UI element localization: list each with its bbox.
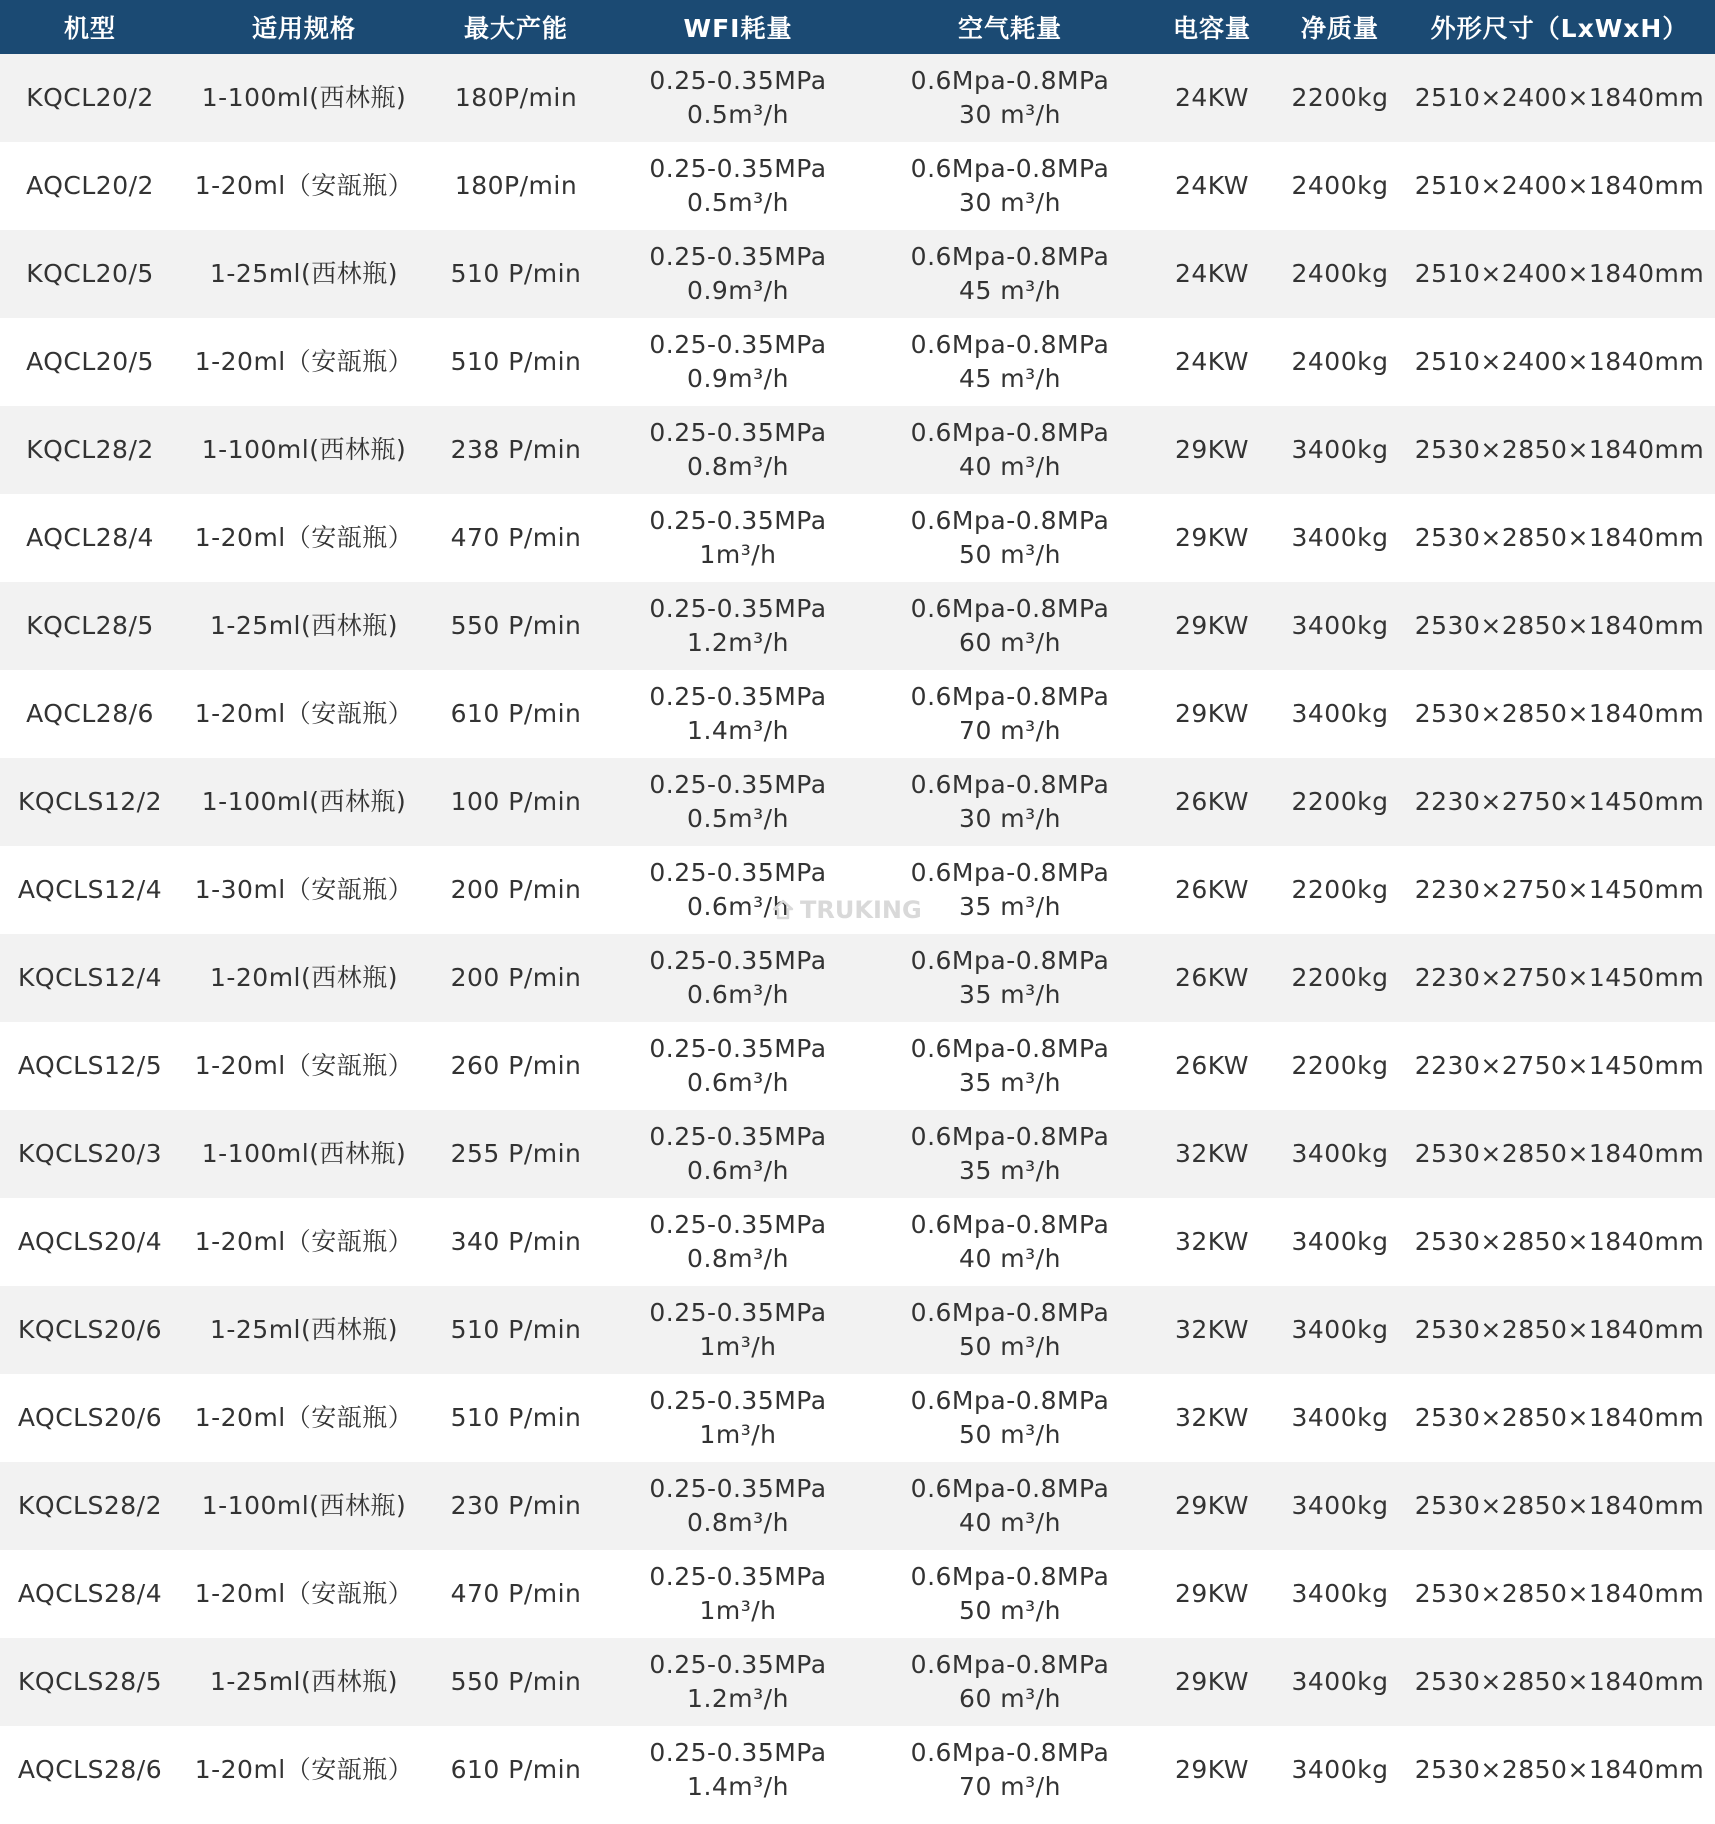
cell-air-flow: 45 m³/h bbox=[959, 364, 1061, 393]
cell-capacity: 100 P/min bbox=[450, 787, 582, 816]
cell-spec: 1-100ml(西林瓶) bbox=[201, 83, 407, 112]
cell-air-flow: 30 m³/h bbox=[959, 804, 1061, 833]
table-row bbox=[0, 406, 1715, 494]
table-row bbox=[0, 1374, 1715, 1462]
cell-spec: 1-20ml（安瓿瓶） bbox=[194, 347, 414, 376]
cell-dimensions: 2230×2750×1450mm bbox=[1414, 1051, 1705, 1080]
cell-spec: 1-100ml(西林瓶) bbox=[201, 787, 407, 816]
cell-air bbox=[872, 582, 1148, 670]
cell-air-pressure: 0.6Mpa-0.8MPa bbox=[910, 242, 1110, 271]
cell-weight: 3400kg bbox=[1291, 1227, 1389, 1256]
cell-weight: 2200kg bbox=[1291, 963, 1389, 992]
cell-spec: 1-20ml（安瓿瓶） bbox=[194, 171, 414, 200]
cell-wfi-flow: 0.8m³/h bbox=[687, 1508, 789, 1537]
cell-power: 29KW bbox=[1174, 699, 1250, 728]
cell-air bbox=[872, 1022, 1148, 1110]
cell-air-pressure: 0.6Mpa-0.8MPa bbox=[910, 858, 1110, 887]
cell-wfi-flow: 0.5m³/h bbox=[687, 100, 789, 129]
table-row bbox=[0, 1198, 1715, 1286]
table-row bbox=[0, 1110, 1715, 1198]
cell-capacity: 200 P/min bbox=[450, 875, 582, 904]
cell-model: AQCL28/6 bbox=[26, 699, 154, 728]
cell-power: 29KW bbox=[1174, 1579, 1250, 1608]
cell-wfi-flow: 0.5m³/h bbox=[687, 188, 789, 217]
header-power: 电容量 bbox=[1148, 0, 1276, 54]
cell-air-pressure: 0.6Mpa-0.8MPa bbox=[910, 1562, 1110, 1591]
cell-weight: 3400kg bbox=[1291, 1315, 1389, 1344]
cell-air-pressure: 0.6Mpa-0.8MPa bbox=[910, 1386, 1110, 1415]
cell-wfi-pressure: 0.25-0.35MPa bbox=[649, 506, 827, 535]
cell-model: KQCLS20/6 bbox=[18, 1315, 162, 1344]
cell-capacity: 550 P/min bbox=[450, 611, 582, 640]
cell-dimensions: 2530×2850×1840mm bbox=[1414, 1139, 1705, 1168]
cell-wfi bbox=[604, 1638, 872, 1726]
cell-capacity: 510 P/min bbox=[450, 259, 582, 288]
cell-capacity: 260 P/min bbox=[450, 1051, 582, 1080]
cell-air-flow: 35 m³/h bbox=[959, 980, 1061, 1009]
cell-weight: 2400kg bbox=[1291, 259, 1389, 288]
cell-air-flow: 30 m³/h bbox=[959, 100, 1061, 129]
cell-air-pressure: 0.6Mpa-0.8MPa bbox=[910, 1122, 1110, 1151]
cell-spec: 1-20ml（安瓿瓶） bbox=[194, 1227, 414, 1256]
cell-dimensions: 2530×2850×1840mm bbox=[1414, 699, 1705, 728]
cell-spec: 1-100ml(西林瓶) bbox=[201, 435, 407, 464]
cell-spec: 1-20ml（安瓿瓶） bbox=[194, 1755, 414, 1784]
cell-model: AQCL20/5 bbox=[26, 347, 154, 376]
cell-capacity: 340 P/min bbox=[450, 1227, 582, 1256]
cell-capacity: 610 P/min bbox=[450, 699, 582, 728]
cell-wfi-flow: 1m³/h bbox=[699, 1420, 777, 1449]
cell-air-flow: 70 m³/h bbox=[959, 716, 1061, 745]
cell-power: 29KW bbox=[1174, 1755, 1250, 1784]
cell-air-pressure: 0.6Mpa-0.8MPa bbox=[910, 1738, 1110, 1767]
cell-wfi-flow: 0.8m³/h bbox=[687, 452, 789, 481]
cell-wfi bbox=[604, 1022, 872, 1110]
cell-weight: 3400kg bbox=[1291, 523, 1389, 552]
cell-spec: 1-25ml(西林瓶) bbox=[209, 1315, 399, 1344]
cell-air-pressure: 0.6Mpa-0.8MPa bbox=[910, 1298, 1110, 1327]
table-row bbox=[0, 1638, 1715, 1726]
cell-wfi-flow: 0.9m³/h bbox=[687, 276, 789, 305]
cell-weight: 2200kg bbox=[1291, 83, 1389, 112]
cell-wfi-pressure: 0.25-0.35MPa bbox=[649, 946, 827, 975]
cell-wfi bbox=[604, 582, 872, 670]
cell-spec: 1-20ml（安瓿瓶） bbox=[194, 523, 414, 552]
cell-wfi bbox=[604, 1374, 872, 1462]
table-row bbox=[0, 758, 1715, 846]
cell-wfi bbox=[604, 494, 872, 582]
cell-weight: 3400kg bbox=[1291, 1579, 1389, 1608]
cell-air-flow: 35 m³/h bbox=[959, 1068, 1061, 1097]
cell-wfi-flow: 1.2m³/h bbox=[687, 628, 789, 657]
cell-model: KQCL28/2 bbox=[26, 435, 154, 464]
cell-capacity: 510 P/min bbox=[450, 1403, 582, 1432]
cell-power: 29KW bbox=[1174, 1667, 1250, 1696]
cell-model: AQCLS28/4 bbox=[17, 1579, 163, 1608]
cell-air-pressure: 0.6Mpa-0.8MPa bbox=[910, 66, 1110, 95]
cell-capacity: 200 P/min bbox=[450, 963, 582, 992]
cell-air bbox=[872, 1374, 1148, 1462]
cell-air-pressure: 0.6Mpa-0.8MPa bbox=[910, 418, 1110, 447]
header-model: 机型 bbox=[0, 0, 180, 54]
header-dimensions: 外形尺寸（LxWxH） bbox=[1404, 0, 1715, 54]
cell-wfi-flow: 1.4m³/h bbox=[687, 1772, 789, 1801]
cell-model: KQCLS20/3 bbox=[18, 1139, 162, 1168]
cell-capacity: 255 P/min bbox=[450, 1139, 582, 1168]
cell-dimensions: 2530×2850×1840mm bbox=[1414, 1667, 1705, 1696]
cell-power: 24KW bbox=[1174, 347, 1250, 376]
cell-air-flow: 40 m³/h bbox=[959, 1508, 1061, 1537]
cell-wfi bbox=[604, 318, 872, 406]
cell-power: 32KW bbox=[1174, 1227, 1250, 1256]
cell-spec: 1-20ml（安瓿瓶） bbox=[194, 1579, 414, 1608]
cell-weight: 3400kg bbox=[1291, 1491, 1389, 1520]
cell-wfi bbox=[604, 1550, 872, 1638]
cell-weight: 3400kg bbox=[1291, 1667, 1389, 1696]
cell-air bbox=[872, 142, 1148, 230]
header-air: 空气耗量 bbox=[872, 0, 1148, 54]
cell-air bbox=[872, 1638, 1148, 1726]
cell-wfi-flow: 0.6m³/h bbox=[687, 1068, 789, 1097]
cell-air-pressure: 0.6Mpa-0.8MPa bbox=[910, 330, 1110, 359]
cell-model: AQCL28/4 bbox=[26, 523, 154, 552]
cell-dimensions: 2530×2850×1840mm bbox=[1414, 1579, 1705, 1608]
cell-air bbox=[872, 1198, 1148, 1286]
table-row bbox=[0, 230, 1715, 318]
table-row bbox=[0, 1550, 1715, 1638]
cell-wfi bbox=[604, 142, 872, 230]
cell-wfi bbox=[604, 1726, 872, 1814]
cell-air bbox=[872, 318, 1148, 406]
cell-air-pressure: 0.6Mpa-0.8MPa bbox=[910, 1650, 1110, 1679]
cell-wfi-flow: 0.6m³/h bbox=[687, 892, 789, 921]
cell-dimensions: 2510×2400×1840mm bbox=[1414, 347, 1705, 376]
cell-wfi-pressure: 0.25-0.35MPa bbox=[649, 418, 827, 447]
cell-dimensions: 2530×2850×1840mm bbox=[1414, 523, 1705, 552]
cell-wfi-pressure: 0.25-0.35MPa bbox=[649, 682, 827, 711]
table-row bbox=[0, 846, 1715, 934]
cell-wfi-pressure: 0.25-0.35MPa bbox=[649, 1474, 827, 1503]
cell-model: KQCL20/2 bbox=[26, 83, 154, 112]
cell-model: AQCL20/2 bbox=[26, 171, 154, 200]
cell-model: AQCLS20/6 bbox=[17, 1403, 163, 1432]
cell-dimensions: 2530×2850×1840mm bbox=[1414, 1755, 1705, 1784]
cell-air-pressure: 0.6Mpa-0.8MPa bbox=[910, 682, 1110, 711]
cell-wfi-pressure: 0.25-0.35MPa bbox=[649, 770, 827, 799]
cell-air-pressure: 0.6Mpa-0.8MPa bbox=[910, 594, 1110, 623]
cell-power: 32KW bbox=[1174, 1403, 1250, 1432]
cell-air-flow: 35 m³/h bbox=[959, 1156, 1061, 1185]
cell-power: 26KW bbox=[1174, 787, 1250, 816]
cell-power: 26KW bbox=[1174, 963, 1250, 992]
cell-air-flow: 50 m³/h bbox=[959, 1596, 1061, 1625]
cell-air bbox=[872, 1286, 1148, 1374]
cell-air-flow: 40 m³/h bbox=[959, 1244, 1061, 1273]
cell-dimensions: 2230×2750×1450mm bbox=[1414, 875, 1705, 904]
cell-model: KQCLS28/5 bbox=[18, 1667, 162, 1696]
table-row bbox=[0, 142, 1715, 230]
cell-wfi-flow: 0.9m³/h bbox=[687, 364, 789, 393]
cell-air bbox=[872, 1726, 1148, 1814]
cell-weight: 3400kg bbox=[1291, 1139, 1389, 1168]
table-row bbox=[0, 318, 1715, 406]
cell-air-flow: 50 m³/h bbox=[959, 1420, 1061, 1449]
cell-air-flow: 50 m³/h bbox=[959, 1332, 1061, 1361]
cell-air-pressure: 0.6Mpa-0.8MPa bbox=[910, 154, 1110, 183]
cell-power: 29KW bbox=[1174, 523, 1250, 552]
table-row bbox=[0, 582, 1715, 670]
cell-spec: 1-30ml（安瓿瓶） bbox=[194, 875, 414, 904]
cell-wfi-pressure: 0.25-0.35MPa bbox=[649, 1210, 827, 1239]
header-wfi: WFI耗量 bbox=[604, 0, 872, 54]
cell-model: AQCLS12/4 bbox=[17, 875, 163, 904]
cell-air bbox=[872, 670, 1148, 758]
cell-air-pressure: 0.6Mpa-0.8MPa bbox=[910, 506, 1110, 535]
watermark-text: TRUKING bbox=[800, 896, 922, 924]
cell-dimensions: 2230×2750×1450mm bbox=[1414, 787, 1705, 816]
cell-air bbox=[872, 1550, 1148, 1638]
cell-air-flow: 60 m³/h bbox=[959, 1684, 1061, 1713]
cell-weight: 2200kg bbox=[1291, 787, 1389, 816]
cell-wfi-flow: 1m³/h bbox=[699, 1332, 777, 1361]
cell-capacity: 510 P/min bbox=[450, 347, 582, 376]
cell-wfi-pressure: 0.25-0.35MPa bbox=[649, 1562, 827, 1591]
cell-wfi-pressure: 0.25-0.35MPa bbox=[649, 1298, 827, 1327]
cell-wfi-pressure: 0.25-0.35MPa bbox=[649, 594, 827, 623]
cell-dimensions: 2530×2850×1840mm bbox=[1414, 435, 1705, 464]
header-weight: 净质量 bbox=[1276, 0, 1404, 54]
header-capacity: 最大产能 bbox=[428, 0, 604, 54]
cell-air-pressure: 0.6Mpa-0.8MPa bbox=[910, 770, 1110, 799]
cell-weight: 3400kg bbox=[1291, 611, 1389, 640]
cell-power: 26KW bbox=[1174, 875, 1250, 904]
cell-spec: 1-25ml(西林瓶) bbox=[209, 1667, 399, 1696]
cell-air-flow: 30 m³/h bbox=[959, 188, 1061, 217]
header-row bbox=[0, 0, 1715, 54]
cell-power: 29KW bbox=[1174, 1491, 1250, 1520]
cell-wfi-pressure: 0.25-0.35MPa bbox=[649, 242, 827, 271]
cell-weight: 3400kg bbox=[1291, 699, 1389, 728]
cell-capacity: 180P/min bbox=[454, 83, 578, 112]
cell-dimensions: 2510×2400×1840mm bbox=[1414, 259, 1705, 288]
cell-dimensions: 2530×2850×1840mm bbox=[1414, 611, 1705, 640]
cell-capacity: 180P/min bbox=[454, 171, 578, 200]
table-row bbox=[0, 1726, 1715, 1814]
cell-capacity: 550 P/min bbox=[450, 1667, 582, 1696]
cell-air-flow: 70 m³/h bbox=[959, 1772, 1061, 1801]
cell-air-flow: 50 m³/h bbox=[959, 540, 1061, 569]
table-row bbox=[0, 1462, 1715, 1550]
cell-power: 26KW bbox=[1174, 1051, 1250, 1080]
cell-wfi-pressure: 0.25-0.35MPa bbox=[649, 1738, 827, 1767]
cell-wfi-pressure: 0.25-0.35MPa bbox=[649, 1034, 827, 1063]
cell-wfi bbox=[604, 1286, 872, 1374]
cell-wfi-flow: 0.8m³/h bbox=[687, 1244, 789, 1273]
cell-air-pressure: 0.6Mpa-0.8MPa bbox=[910, 1474, 1110, 1503]
cell-wfi bbox=[604, 934, 872, 1022]
cell-air-flow: 45 m³/h bbox=[959, 276, 1061, 305]
cell-air bbox=[872, 934, 1148, 1022]
cell-wfi bbox=[604, 1198, 872, 1286]
cell-spec: 1-25ml(西林瓶) bbox=[209, 259, 399, 288]
cell-dimensions: 2510×2400×1840mm bbox=[1414, 83, 1705, 112]
cell-air bbox=[872, 54, 1148, 142]
cell-air bbox=[872, 758, 1148, 846]
cell-model: KQCL28/5 bbox=[26, 611, 154, 640]
table-row bbox=[0, 670, 1715, 758]
header-spec: 适用规格 bbox=[180, 0, 428, 54]
cell-spec: 1-25ml(西林瓶) bbox=[209, 611, 399, 640]
cell-weight: 2400kg bbox=[1291, 347, 1389, 376]
cell-power: 32KW bbox=[1174, 1139, 1250, 1168]
cell-air-flow: 60 m³/h bbox=[959, 628, 1061, 657]
cell-capacity: 470 P/min bbox=[450, 1579, 582, 1608]
table-row bbox=[0, 934, 1715, 1022]
cell-capacity: 230 P/min bbox=[450, 1491, 582, 1520]
table-row bbox=[0, 54, 1715, 142]
cell-power: 24KW bbox=[1174, 259, 1250, 288]
cell-wfi-pressure: 0.25-0.35MPa bbox=[649, 1122, 827, 1151]
cell-wfi-flow: 0.6m³/h bbox=[687, 980, 789, 1009]
cell-model: KQCLS12/2 bbox=[18, 787, 162, 816]
cell-wfi-flow: 1.2m³/h bbox=[687, 1684, 789, 1713]
cell-dimensions: 2530×2850×1840mm bbox=[1414, 1403, 1705, 1432]
cell-power: 29KW bbox=[1174, 611, 1250, 640]
cell-wfi bbox=[604, 758, 872, 846]
cell-wfi-flow: 0.5m³/h bbox=[687, 804, 789, 833]
cell-wfi-pressure: 0.25-0.35MPa bbox=[649, 154, 827, 183]
cell-wfi-pressure: 0.25-0.35MPa bbox=[649, 1386, 827, 1415]
cell-spec: 1-20ml（安瓿瓶） bbox=[194, 1403, 414, 1432]
cell-wfi bbox=[604, 230, 872, 318]
cell-wfi-flow: 1m³/h bbox=[699, 540, 777, 569]
cell-wfi-flow: 1m³/h bbox=[699, 1596, 777, 1625]
cell-weight: 2200kg bbox=[1291, 875, 1389, 904]
cell-spec: 1-100ml(西林瓶) bbox=[201, 1491, 407, 1520]
cell-weight: 3400kg bbox=[1291, 1403, 1389, 1432]
cell-wfi-flow: 0.6m³/h bbox=[687, 1156, 789, 1185]
table-row bbox=[0, 1286, 1715, 1374]
cell-wfi-pressure: 0.25-0.35MPa bbox=[649, 330, 827, 359]
cell-air bbox=[872, 494, 1148, 582]
cell-power: 29KW bbox=[1174, 435, 1250, 464]
cell-weight: 3400kg bbox=[1291, 1755, 1389, 1784]
cell-wfi bbox=[604, 406, 872, 494]
cell-power: 32KW bbox=[1174, 1315, 1250, 1344]
cell-weight: 2200kg bbox=[1291, 1051, 1389, 1080]
cell-model: KQCLS28/2 bbox=[18, 1491, 162, 1520]
cell-air-pressure: 0.6Mpa-0.8MPa bbox=[910, 946, 1110, 975]
cell-weight: 2400kg bbox=[1291, 171, 1389, 200]
cell-air-pressure: 0.6Mpa-0.8MPa bbox=[910, 1210, 1110, 1239]
cell-wfi bbox=[604, 1110, 872, 1198]
cell-air bbox=[872, 1110, 1148, 1198]
table-row bbox=[0, 494, 1715, 582]
cell-capacity: 610 P/min bbox=[450, 1755, 582, 1784]
cell-wfi bbox=[604, 1462, 872, 1550]
cell-dimensions: 2510×2400×1840mm bbox=[1414, 171, 1705, 200]
cell-air-flow: 35 m³/h bbox=[959, 892, 1061, 921]
cell-air bbox=[872, 846, 1148, 934]
cell-wfi bbox=[604, 54, 872, 142]
cell-wfi-flow: 1.4m³/h bbox=[687, 716, 789, 745]
cell-air-pressure: 0.6Mpa-0.8MPa bbox=[910, 1034, 1110, 1063]
cell-wfi-pressure: 0.25-0.35MPa bbox=[649, 858, 827, 887]
cell-air-flow: 40 m³/h bbox=[959, 452, 1061, 481]
cell-wfi bbox=[604, 670, 872, 758]
cell-spec: 1-20ml(西林瓶) bbox=[209, 963, 399, 992]
table-row bbox=[0, 1022, 1715, 1110]
cell-spec: 1-100ml(西林瓶) bbox=[201, 1139, 407, 1168]
cell-air bbox=[872, 230, 1148, 318]
cell-dimensions: 2530×2850×1840mm bbox=[1414, 1315, 1705, 1344]
cell-model: KQCL20/5 bbox=[26, 259, 154, 288]
cell-weight: 3400kg bbox=[1291, 435, 1389, 464]
cell-capacity: 238 P/min bbox=[450, 435, 582, 464]
cell-power: 24KW bbox=[1174, 171, 1250, 200]
cell-wfi bbox=[604, 846, 872, 934]
cell-dimensions: 2530×2850×1840mm bbox=[1414, 1491, 1705, 1520]
cell-capacity: 510 P/min bbox=[450, 1315, 582, 1344]
table-body bbox=[0, 54, 1715, 1814]
cell-air bbox=[872, 1462, 1148, 1550]
cell-model: AQCLS12/5 bbox=[17, 1051, 163, 1080]
cell-wfi-pressure: 0.25-0.35MPa bbox=[649, 1650, 827, 1679]
cell-model: KQCLS12/4 bbox=[18, 963, 162, 992]
cell-dimensions: 2230×2750×1450mm bbox=[1414, 963, 1705, 992]
cell-wfi-pressure: 0.25-0.35MPa bbox=[649, 66, 827, 95]
cell-spec: 1-20ml（安瓿瓶） bbox=[194, 1051, 414, 1080]
cell-dimensions: 2530×2850×1840mm bbox=[1414, 1227, 1705, 1256]
cell-air bbox=[872, 406, 1148, 494]
cell-capacity: 470 P/min bbox=[450, 523, 582, 552]
cell-model: AQCLS28/6 bbox=[17, 1755, 163, 1784]
cell-power: 24KW bbox=[1174, 83, 1250, 112]
cell-model: AQCLS20/4 bbox=[17, 1227, 163, 1256]
cell-spec: 1-20ml（安瓿瓶） bbox=[194, 699, 414, 728]
